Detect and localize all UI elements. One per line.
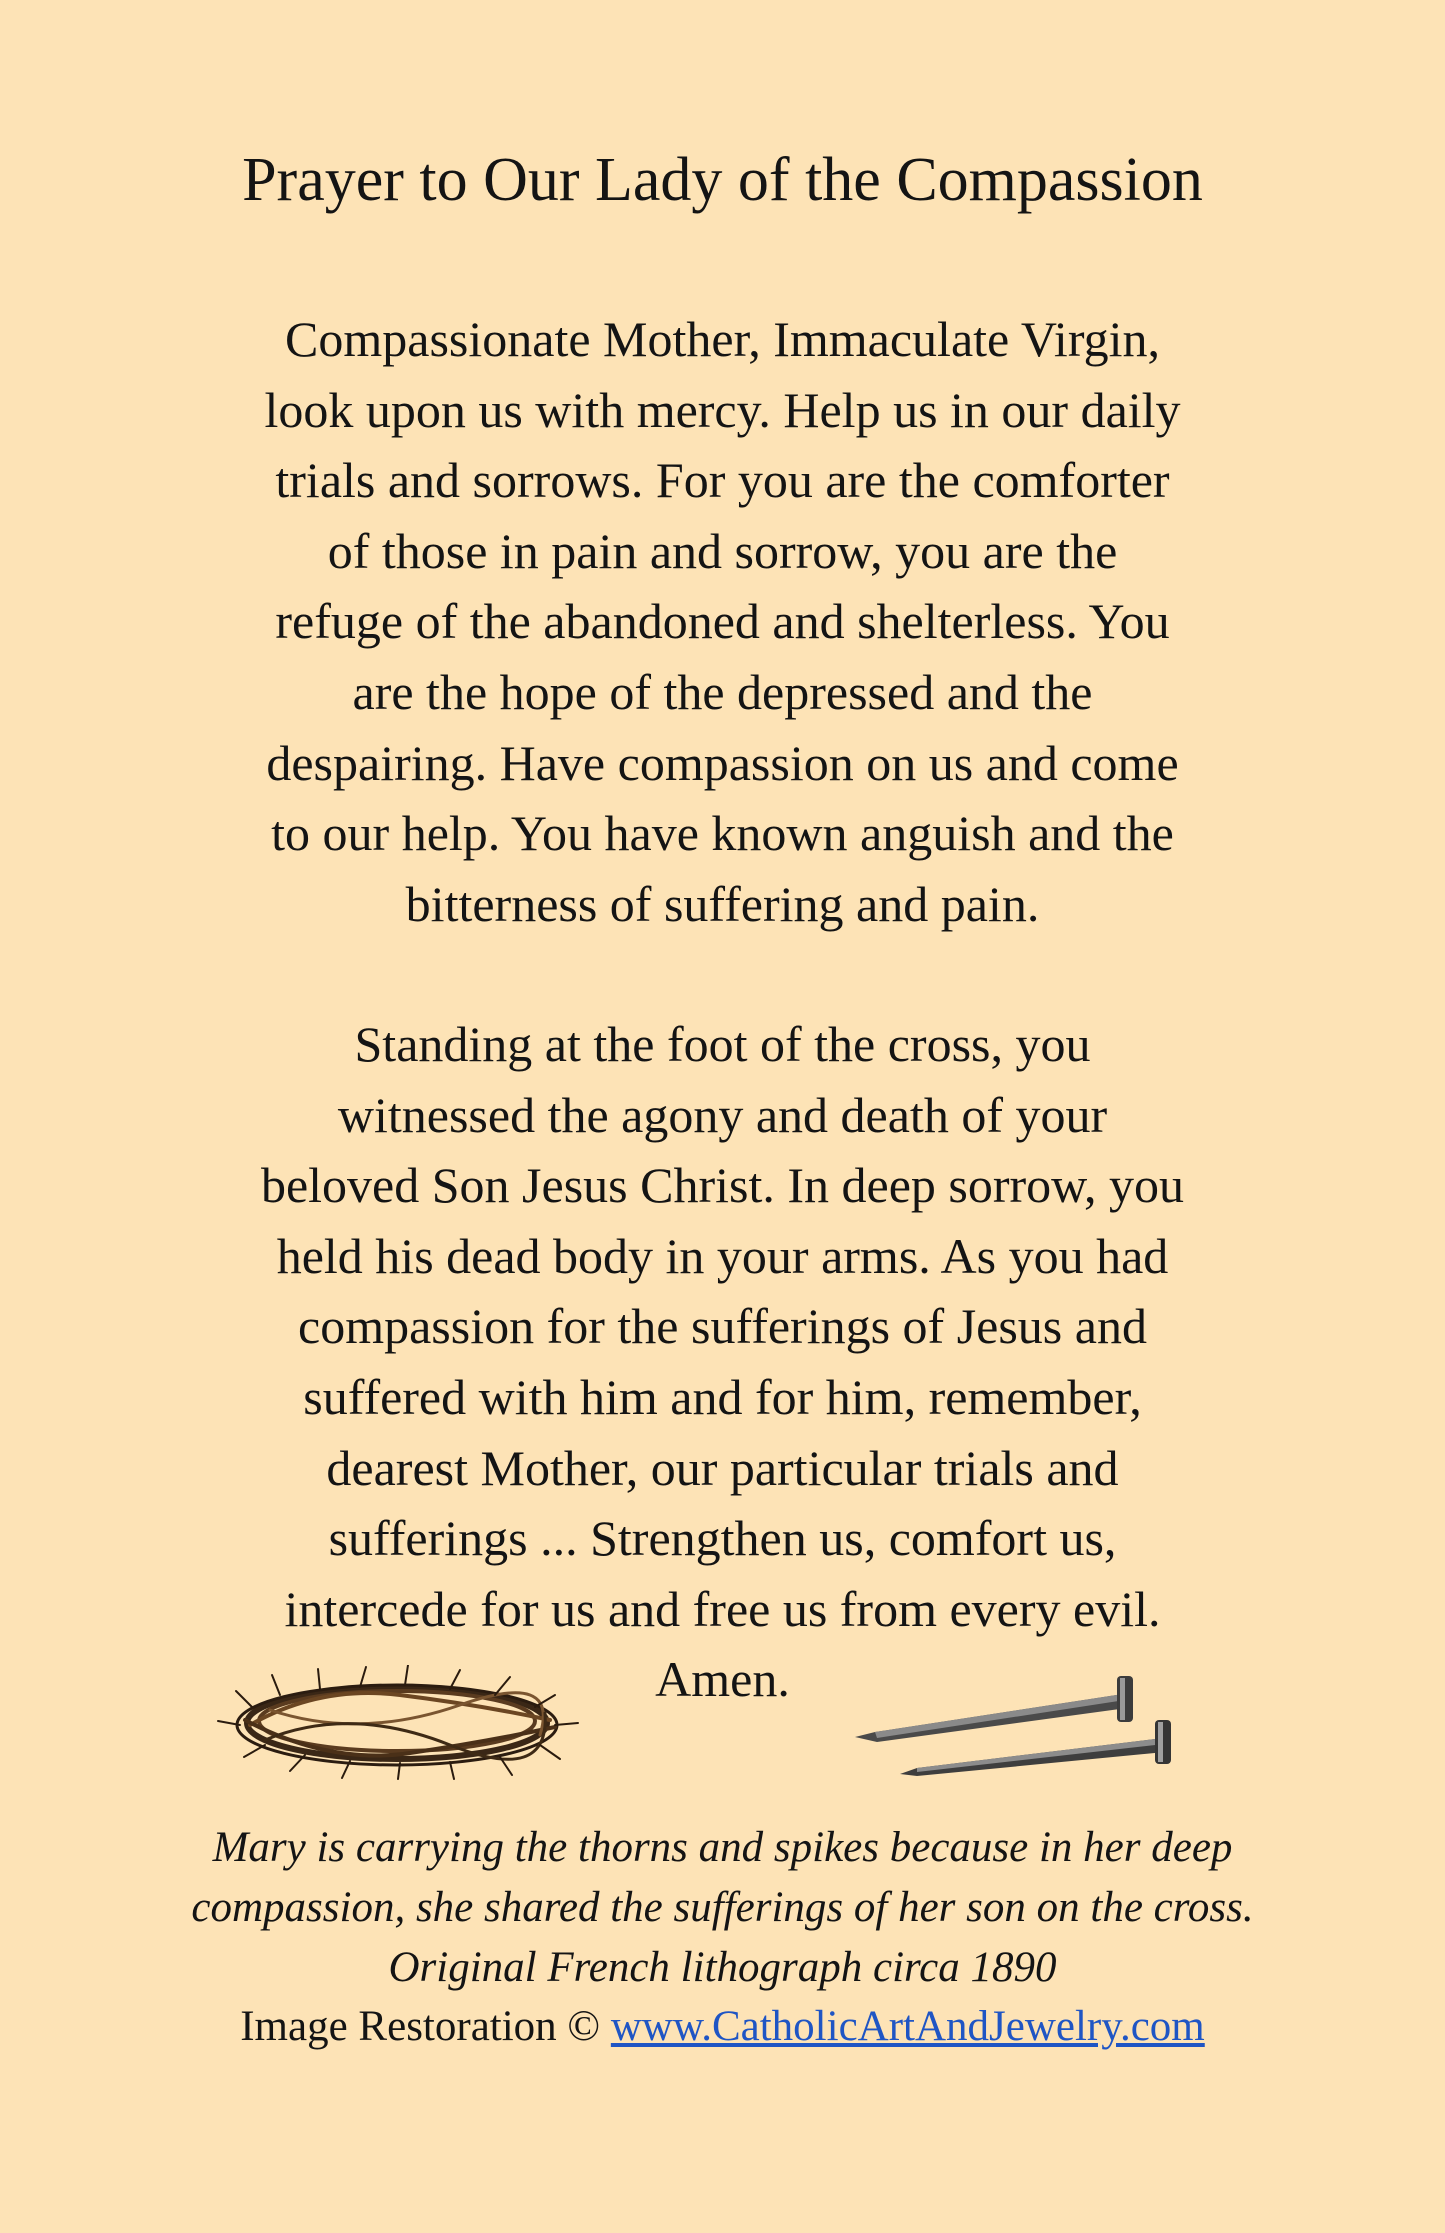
prayer-line: intercede for us and free us from every evil. [284,1580,1161,1637]
prayer-line: witnessed the agony and death of your [337,1086,1108,1143]
crown-of-thorns-icon [210,1665,585,1780]
credit-prefix: Image Restoration © [240,2003,611,2050]
prayer-line: trials and sorrows. For you are the comforter [275,452,1170,509]
prayer-paragraph-1 [130,304,1315,939]
prayer-line: to our help. You have known anguish and the [271,805,1174,862]
prayer-line: dearest Mother, our particular trials and [326,1439,1119,1496]
website-link[interactable]: www.CatholicArtAndJewelry.com [610,2003,1205,2050]
prayer-line: are the hope of the depressed and the [352,663,1093,720]
page-title: Prayer to Our Lady of the Compassion [242,146,1203,214]
prayer-line: bitterness of suffering and pain. [405,875,1040,932]
prayer-line: look upon us with mercy. Help us in our daily [264,381,1181,438]
prayer-line: despairing. Have compassion on us and come [266,734,1179,791]
nails-icon [855,1672,1185,1777]
caption-line-2: compassion, she shared the sufferings of her son on the cross. [191,1884,1254,1931]
prayer-line: held his dead body in your arms. As you had [276,1227,1169,1284]
image-credit [0,1997,1445,2057]
prayer-line: beloved Son Jesus Christ. In deep sorrow, you [260,1157,1185,1214]
prayer-line: sufferings ... Strengthen us, comfort us, [328,1510,1117,1567]
prayer-line: of those in pain and sorrow, you are the [327,522,1118,579]
caption-line-3: Original French lithograph circa 1890 [388,1944,1057,1991]
caption-line-1: Mary is carrying the thorns and spikes because in her deep [212,1824,1233,1871]
prayer-line: Standing at the foot of the cross, you [354,1016,1091,1072]
prayer-line: suffered with him and for him, remember, [303,1368,1142,1425]
prayer-paragraph-2 [130,1009,1315,1715]
prayer-line: refuge of the abandoned and shelterless. You [275,593,1170,650]
prayer-line: compassion for the sufferings of Jesus and [298,1298,1147,1355]
prayer-line: Compassionate Mother, Immaculate Virgin, [285,311,1160,367]
prayer-amen: Amen. [655,1651,790,1708]
